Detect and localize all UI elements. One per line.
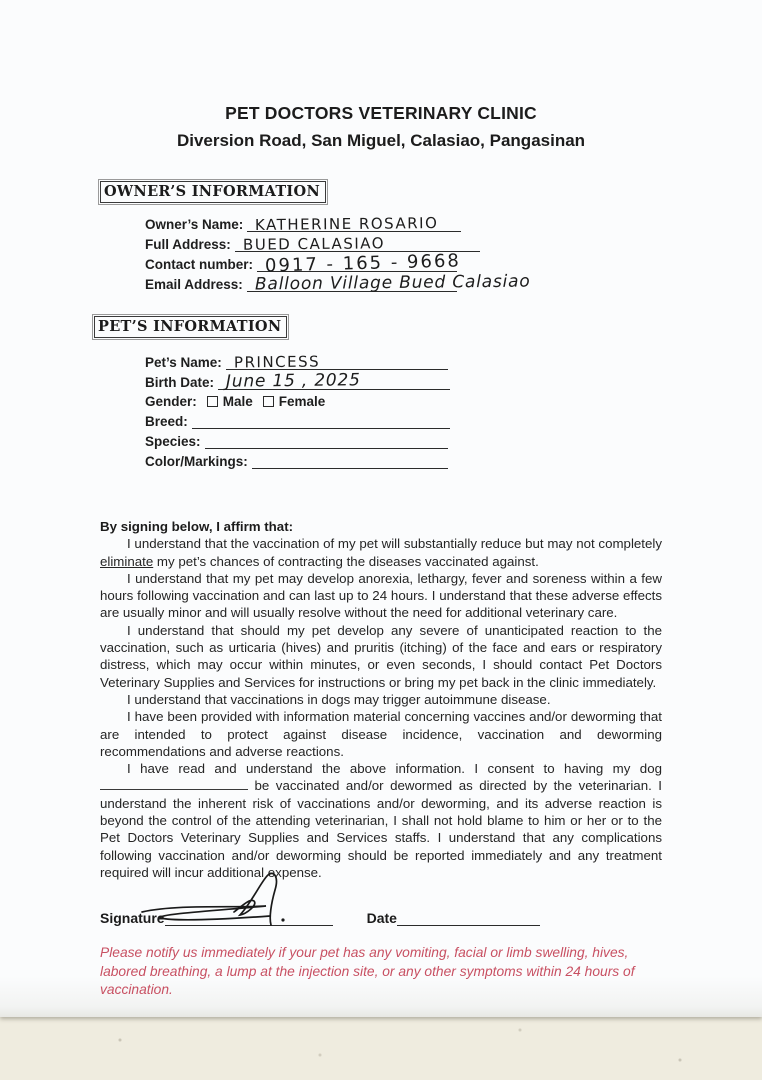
clinic-address: Diversion Road, San Miguel, Calasiao, Pangasinan: [176, 131, 586, 150]
date-line: [397, 913, 540, 926]
pet-gender-row: [145, 394, 662, 409]
owner-contact-value: 0917 - 165 - 9668: [264, 250, 462, 277]
owner-name-value: KATHERINE ROSARIO: [255, 214, 439, 234]
pet-birthdate-value: June 15 , 2025: [225, 370, 361, 392]
pet-colormarkings-row: [145, 453, 662, 469]
pet-breed-label: Breed:: [145, 414, 188, 429]
pet-species-row: [145, 433, 662, 449]
post-vaccination-notice: Please notify us immediately if your pet has any vomiting, facial or limb swelling, hives, labored breathing, a lump at the injection site, or any other symptoms within 24 hours of vaccination.: [100, 945, 635, 998]
owner-contact-line: [257, 250, 462, 277]
pet-colormarkings-label: Color/Markings:: [145, 454, 248, 469]
pet-breed-row: [145, 413, 662, 429]
male-checkbox: [207, 396, 218, 407]
pet-name-row: [145, 354, 662, 370]
owner-name-line: [247, 216, 461, 232]
owner-information-heading: OWNER’S INFORMATION: [100, 181, 326, 203]
signature-label: Signature: [100, 910, 165, 927]
pet-gender-label: Gender:: [145, 394, 197, 409]
pet-name-label: Pet’s Name:: [145, 355, 222, 370]
affirmation-heading: By signing below, I affirm that:: [100, 519, 294, 534]
owner-name-label: Owner’s Name:: [145, 217, 244, 232]
date-label: Date: [366, 910, 397, 927]
clinic-name: PET DOCTORS VETERINARY CLINIC: [225, 103, 537, 123]
affirmation-paragraphs: [100, 535, 662, 881]
owner-email-value: Balloon Village Bued Calasiao: [254, 271, 531, 295]
female-checkbox: [263, 396, 274, 407]
owner-email-line: [247, 271, 531, 295]
affirmation-paragraph: I have read and understand the above information. I consent to having my dog be vaccinated and/or dewormed as directed by the veterinarian. I understand the inherent risk of vaccinations and/or deworming, and its adverse reaction is beyond the control of the attending veterinarian, I shall not hold blame to him or her or to the Pet Doctors Veterinary Supplies and Services staffs. I understand that any complications following vaccination and/or deworming should be reported immediately and any treatment required will incur additional expense.: [100, 761, 662, 880]
owner-address-line: [235, 236, 480, 252]
pet-birthdate-label: Birth Date:: [145, 375, 215, 390]
pet-fields: [145, 354, 662, 469]
pet-name-value: PRINCESS: [233, 352, 320, 372]
affirmation-paragraph: I understand that my pet may develop anorexia, lethargy, fever and soreness within a few hours following vaccination and can last up to 24 hours. I understand that these adverse effects are usually minor and will usually resolve without the need for additional veterinary care.: [100, 570, 662, 621]
pet-birthdate-line: [218, 370, 450, 392]
owner-contact-label: Contact number:: [145, 257, 253, 272]
affirmation-paragraph: I understand that should my pet develop any severe of unanticipated reaction to the vaccination, such as urticaria (hives) and pruritis (itching) of the face and ears or respiratory distress, which may occur within minutes, or even seconds, I should contact Pet Doctors Veterinary Supplies and Services for instructions or bring my pet back in the clinic immediately.: [100, 622, 662, 690]
signature-line: [165, 913, 333, 926]
owner-address-row: [145, 236, 662, 252]
affirmation-paragraph: I understand that the vaccination of my pet will substantially reduce but may not completely eliminate my pet’s chances of contracting the diseases vaccinated against.: [100, 536, 662, 569]
pet-species-label: Species:: [145, 434, 201, 449]
female-checkbox-label: Female: [278, 394, 326, 409]
affirmation-paragraph: I understand that vaccinations in dogs may trigger autoimmune disease.: [127, 691, 551, 707]
owner-name-row: [145, 216, 662, 232]
owner-address-value: BUED CALASIAO: [242, 234, 385, 254]
signature-row: [100, 910, 662, 926]
pet-birthdate-row: [145, 370, 662, 392]
pet-colormarkings-line: [252, 453, 448, 469]
affirmation-section: [100, 518, 662, 881]
pet-species-line: [205, 433, 448, 449]
pet-information-heading: PET’S INFORMATION: [94, 316, 287, 338]
pet-name-line: [226, 354, 448, 370]
owner-email-row: [145, 271, 662, 295]
owner-email-label: Email Address:: [145, 277, 243, 292]
owner-address-label: Full Address:: [145, 237, 231, 252]
affirmation-paragraph: I have been provided with information material concerning vaccines and/or deworming that are intended to protect against disease incidence, vaccination and deworming recommendations and adverse reactions.: [100, 709, 662, 759]
male-checkbox-label: Male: [222, 394, 253, 409]
owner-fields: [145, 214, 662, 295]
pet-breed-line: [192, 413, 450, 429]
owner-contact-row: [145, 250, 662, 277]
consent-dog-name-blank: [100, 779, 248, 790]
